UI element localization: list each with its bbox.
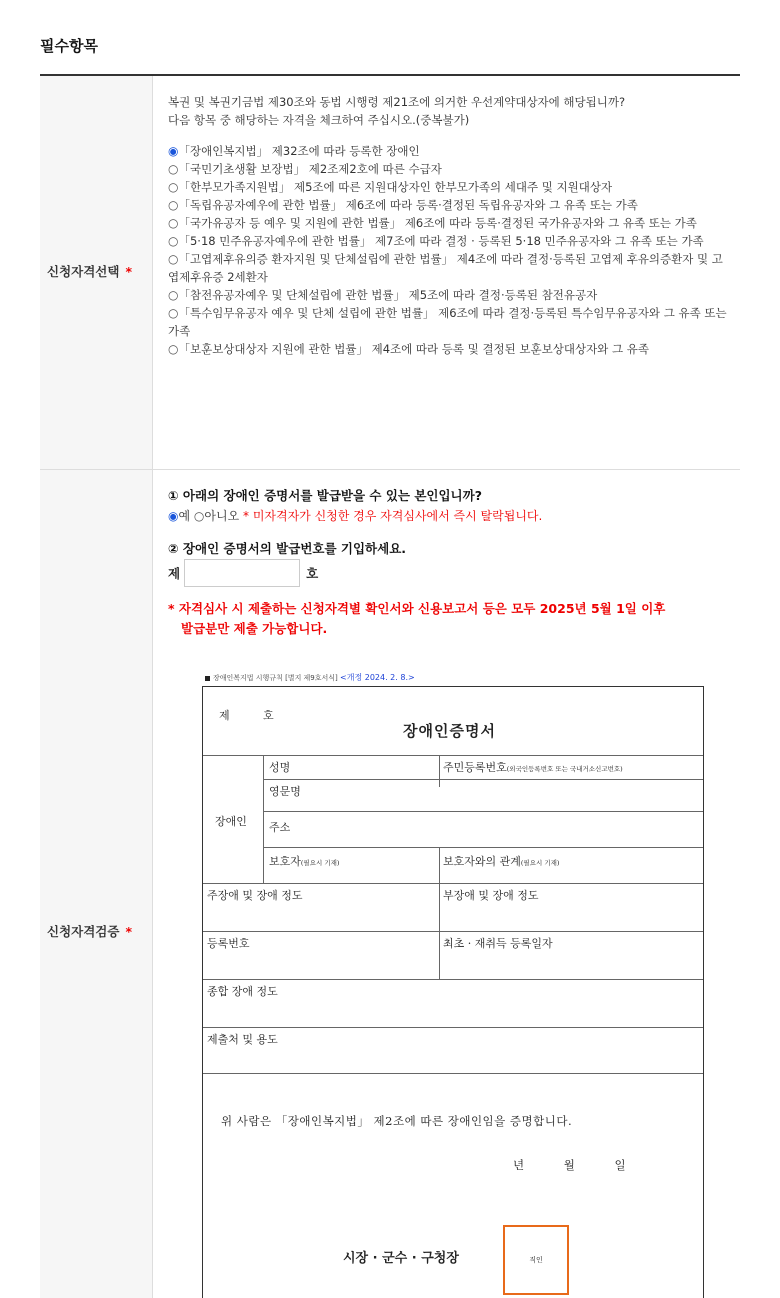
warning-text: * 미자격자가 신청한 경우 자격심사에서 즉시 탈락됩니다. (243, 509, 543, 523)
day-label: 일 (614, 1158, 626, 1172)
overall-label: 종합 장애 정도 (207, 985, 278, 998)
row-label-text: 신청자격선택 (47, 264, 120, 279)
radio-empty-icon[interactable]: ○ (168, 234, 179, 248)
year-label: 년 (513, 1158, 525, 1172)
yes-radio[interactable]: ◉ (168, 509, 179, 523)
verify-answer-row (168, 507, 542, 524)
intro-line-2: 다음 항목 중 해당하는 자격을 체크하여 주십시오.(중복불가) (168, 113, 470, 127)
required-mark: * (125, 264, 132, 279)
radio-empty-icon[interactable]: ○ (168, 342, 179, 356)
option-label: 「특수임무유공자 예우 및 단체 설립에 관한 법률」 제6조에 따라 결정·등록된 특수임무유공자와 그 유족 또는 가족 (168, 306, 727, 338)
form-caption-text: 장애인복지법 시행규칙 [별지 제9호서식] (213, 674, 338, 682)
option-label: 「장애인복지법」 제32조에 따라 등록한 장애인 (178, 144, 420, 158)
sub-disability-label: 부장애 및 장애 정도 (443, 889, 539, 902)
verify-question-1: ① 아래의 장애인 증명서를 발급받을 수 있는 본인입니까? (168, 488, 482, 503)
radio-empty-icon[interactable]: ○ (168, 198, 179, 212)
official-seal: 직인 (503, 1225, 569, 1295)
option-label: 「국가유공자 등 예우 및 지원에 관한 법률」 제6조에 따라 등록·결정된 국가유공자와 그 유족 또는 가족 (178, 216, 697, 230)
main-disability-label: 주장애 및 장애 정도 (207, 889, 303, 902)
radio-empty-icon[interactable]: ○ (168, 180, 179, 194)
certificate-number-input[interactable] (184, 559, 300, 587)
option-label: 「보훈보상대상자 지원에 관한 법률」 제4조에 따라 등록 및 결정된 보훈보상대상자와 그 유족 (178, 342, 649, 356)
qualification-option[interactable] (168, 214, 733, 232)
rrn-label: 주민등록번호(외국인등록번호 또는 국내거소신고번호) (443, 761, 623, 774)
qualification-option[interactable] (168, 250, 733, 286)
number-prefix: 제 (168, 566, 181, 581)
section-title: 필수항목 (40, 37, 98, 55)
name-label: 성명 (269, 761, 291, 774)
qualification-option[interactable] (168, 286, 733, 304)
radio-empty-icon[interactable]: ○ (168, 162, 179, 176)
radio-empty-icon[interactable]: ○ (168, 306, 179, 320)
option-label: 「참전유공자예우 및 단체설립에 관한 법률」 제5조에 따라 결정·등록된 참전유공자 (178, 288, 598, 302)
option-label: 「독립유공자예우에 관한 법률」 제6조에 따라 등록·결정된 독립유공자와 그 유족 또는 가족 (178, 198, 638, 212)
qualification-option[interactable] (168, 160, 733, 178)
option-label: 「고엽제후유의증 환자지원 및 단체설립에 관한 법률」 제4조에 따라 결정·등록된 고엽제 후유의증환자 및 고엽제후유증 2세환자 (168, 252, 723, 284)
qualification-intro (168, 93, 625, 129)
row-label-qualification-select (47, 262, 132, 280)
form-no-label: 제 (219, 709, 230, 722)
verify-question-2: ② 장애인 증명서의 발급번호를 기입하세요. (168, 541, 407, 556)
first-reg-date-label: 최초 · 재취득 등록일자 (443, 937, 553, 950)
form-caption (205, 672, 415, 683)
qualification-option[interactable] (168, 196, 733, 214)
qualification-options (168, 142, 733, 358)
radio-empty-icon[interactable]: ○ (168, 288, 179, 302)
square-bullet-icon (205, 676, 210, 681)
row-label-qualification-verify (47, 922, 132, 940)
radio-empty-icon[interactable]: ○ (168, 216, 179, 230)
document-notice (168, 599, 728, 639)
disability-certificate-form (202, 686, 704, 1298)
form-revision: <개정 2024. 2. 8.> (340, 673, 415, 682)
month-label: 월 (563, 1158, 575, 1172)
intro-line-1: 복권 및 복권기금법 제30조와 동법 시행령 제21조에 의거한 우선계약대상자에 해당됩니까? (168, 95, 626, 109)
notice-line-1: * 자격심사 시 제출하는 신청자격별 확인서와 신용보고서 등은 모두 2025년 5월 1일 이후 (168, 601, 666, 616)
no-radio[interactable]: ○ (193, 509, 205, 523)
signer: 시장 · 군수 · 구청장 (343, 1251, 459, 1266)
certificate-number-row (168, 559, 318, 587)
reg-no-label: 등록번호 (207, 937, 250, 950)
number-suffix: 호 (306, 566, 319, 581)
qualification-option[interactable] (168, 232, 733, 250)
label-column (40, 76, 152, 1298)
row-label-text: 신청자격검증 (47, 924, 120, 939)
address-label: 주소 (269, 821, 291, 834)
eng-name-label: 영문명 (269, 785, 301, 798)
qualification-option[interactable] (168, 340, 733, 358)
relation-label: 보호자와의 관계(필요시 기재) (443, 855, 560, 868)
yes-label[interactable]: 예 (178, 509, 191, 523)
form-ho-label: 호 (263, 709, 274, 722)
guardian-label: 보호자(필요시 기재) (269, 855, 340, 868)
notice-line-2: 발급분만 제출 가능합니다. (181, 621, 328, 636)
option-label: 「5·18 민주유공자예우에 관한 법률」 제7조에 따라 결정 · 등록된 5·18 민주유공자와 그 유족 또는 가족 (178, 234, 704, 248)
radio-selected-icon[interactable]: ◉ (168, 144, 179, 158)
option-label: 「한부모가족지원법」 제5조에 따른 지원대상자인 한부모가족의 세대주 및 지원대상자 (178, 180, 613, 194)
certification-statement: 위 사람은 「장애인복지법」 제2조에 따른 장애인임을 증명합니다. (221, 1114, 573, 1128)
qualification-option[interactable] (168, 142, 733, 160)
date-row (513, 1157, 662, 1173)
purpose-label: 제출처 및 용도 (207, 1033, 278, 1046)
no-label[interactable]: 아니오 (204, 509, 240, 523)
option-label: 「국민기초생활 보장법」 제2조제2호에 따른 수급자 (178, 162, 442, 176)
qualification-option[interactable] (168, 178, 733, 196)
person-label: 장애인 (215, 815, 247, 828)
form-title: 장애인증명서 (403, 722, 496, 740)
radio-empty-icon[interactable]: ○ (168, 252, 179, 266)
qualification-option[interactable] (168, 304, 733, 340)
row-divider (40, 469, 740, 470)
required-mark: * (125, 924, 132, 939)
column-divider (152, 76, 153, 1298)
